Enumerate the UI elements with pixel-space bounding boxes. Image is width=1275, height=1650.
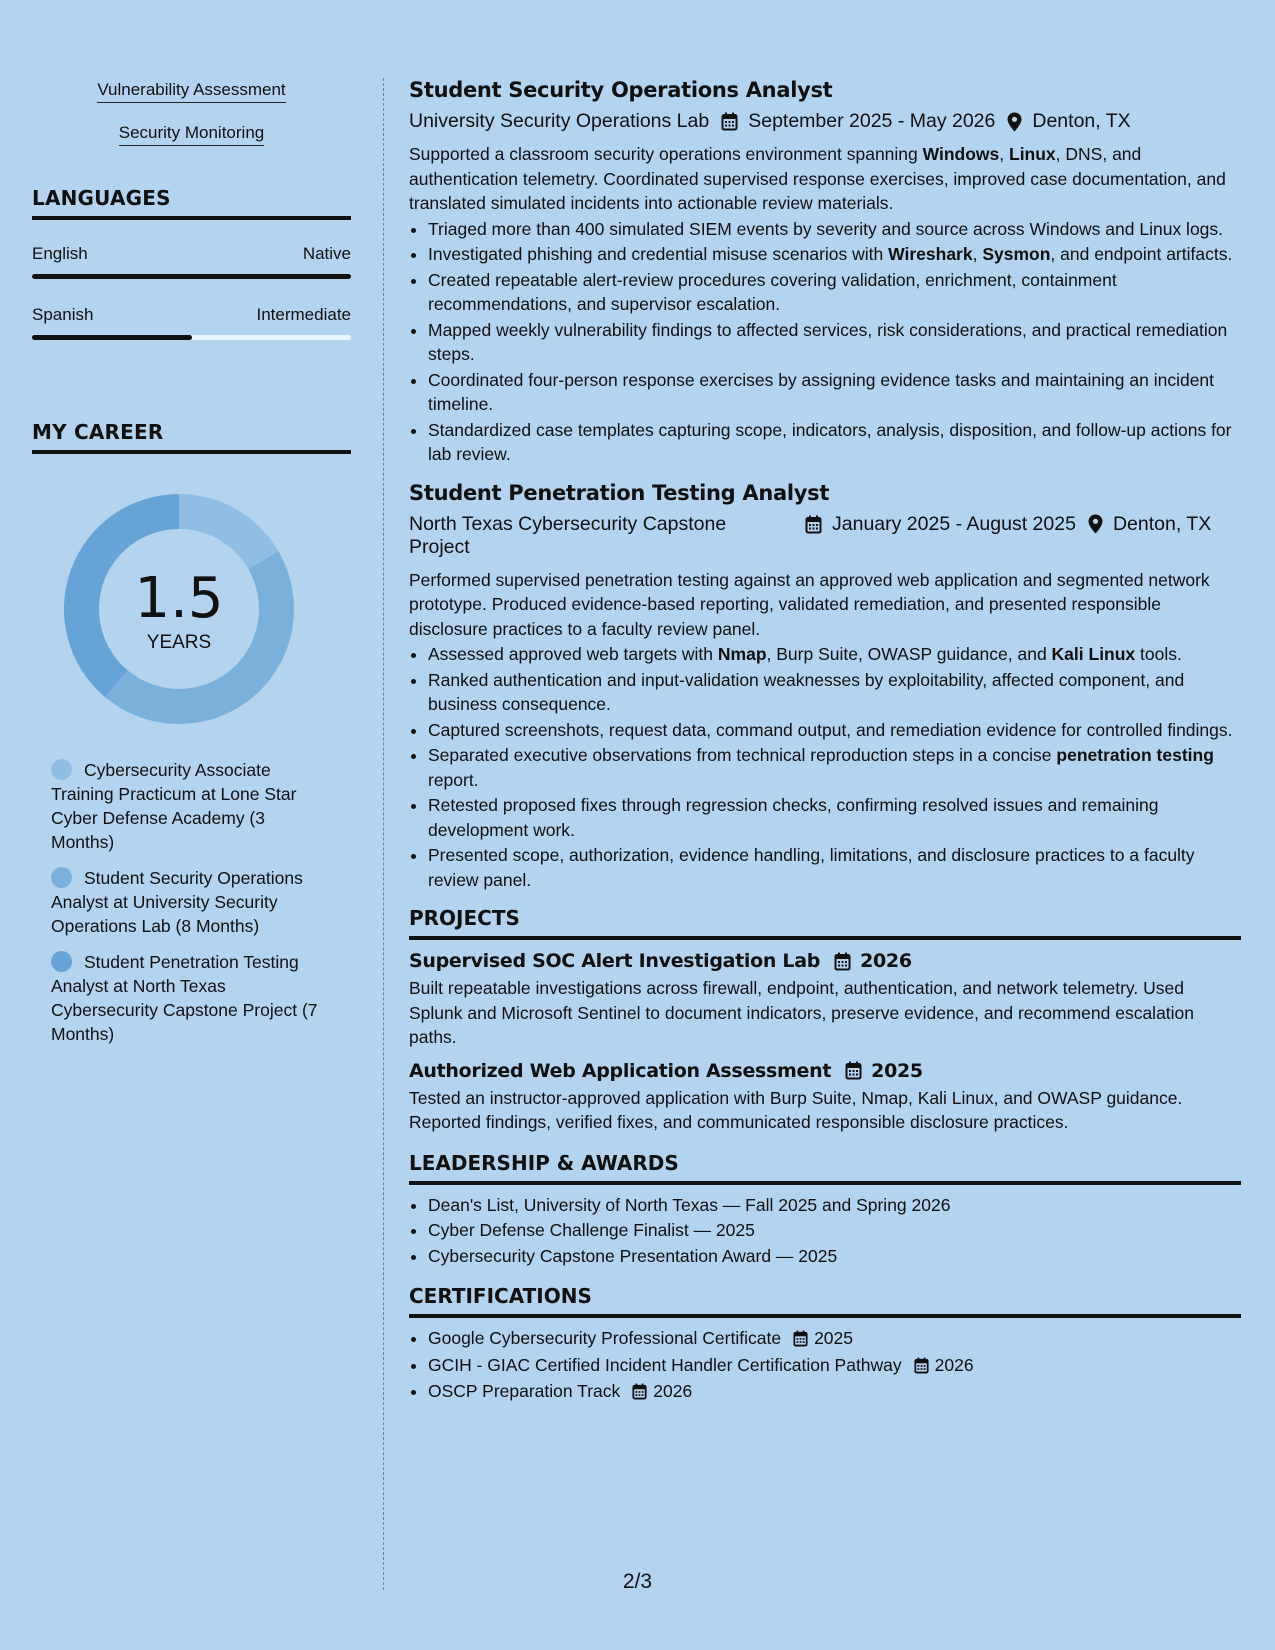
job-dates: January 2025 - August 2025 [832,512,1076,535]
skill-tag: Vulnerability Assessment [97,80,285,103]
career-donut-chart [64,494,294,724]
bullet-item: • Assessed approved web targets with Nmap, Burp Suite, OWASP guidance, and Kali Linux tools. [428,642,1241,667]
career-entry-text: Cybersecurity Associate Training Practicum at Lone Star Cyber Defense Academy (3 Months) [51,760,297,852]
job-title: Student Penetration Testing Analyst [409,480,830,505]
certification-item [428,1379,1241,1404]
job-summary: Supported a classroom security operations environment spanning Windows, Linux, DNS, and authentication telemetry. Coordinated supervised response exercises, improved case documentation, and translated simulated incidents into actionable review materials. [409,144,1226,213]
project-name: Supervised SOC Alert Investigation Lab [409,950,821,972]
job-organization: University Security Operations Lab [409,110,710,132]
career-total-years: 1.5 [134,566,224,631]
certification-name: Google Cybersecurity Professional Certificate [428,1328,782,1348]
page-number: 2/3 [622,1570,653,1593]
certification-year: 2025 [814,1328,854,1348]
awards-section [409,1151,1241,1269]
certifications-section [409,1284,1241,1404]
calendar-icon [834,952,851,971]
language-proficiency-bar [32,274,351,279]
job-entry [409,78,1241,467]
job-bullets [409,217,1241,467]
project-year: 2026 [860,950,912,972]
bullet-item: • Retested proposed fixes through regression checks, confirming resolved issues and remaining development work. [428,793,1241,842]
calendar-icon [845,1061,862,1080]
job-summary: Performed supervised penetration testing against an approved web application and segmented network prototype. Produced evidence-based reporting, validated remediation, and presented responsible disclosure practices to a faculty review panel. [409,569,1210,639]
languages-heading: LANGUAGES [32,186,351,220]
legend-dot [51,759,72,780]
project-item [409,1060,1241,1135]
bullet-item: • Separated executive observations from technical reproduction steps in a concise penetration testing report. [428,743,1241,792]
project-year: 2025 [871,1059,923,1082]
certification-item [428,1326,1241,1351]
certification-year: 2026 [653,1381,693,1401]
calendar-icon [805,515,822,534]
right-column [409,78,1241,1405]
language-proficiency-bar [32,335,351,340]
legend-dot [51,867,72,888]
certification-name: OSCP Preparation Track [428,1381,621,1401]
bullet-item: • Triaged more than 400 simulated SIEM events by severity and source across Windows and Linux logs. [428,217,1241,242]
certification-item [428,1353,1241,1378]
location-pin-icon [1007,112,1022,132]
bullet-item: • Presented scope, authorization, evidence handling, limitations, and disclosure practices to a faculty review panel. [428,843,1241,892]
language-english [32,244,351,279]
awards-heading: LEADERSHIP & AWARDS [409,1151,1241,1185]
job-meta [409,110,1241,133]
award-item: • Cyber Defense Challenge Finalist — 2025 [428,1218,1241,1243]
language-spanish [32,305,351,340]
skill-tag: Security Monitoring [119,123,265,146]
award-item: • Cybersecurity Capstone Presentation Award — 2025 [428,1244,1241,1269]
project-description: Built repeatable investigations across firewall, endpoint, authentication, and network telemetry. Used Splunk and Microsoft Sentinel to document indicators, preserve evidence, and recommend escalation paths. [409,978,1195,1047]
job-organization: North Texas Cybersecurity Capstone Project [409,512,727,558]
career-entry-text: Student Security Operations Analyst at University Security Operations Lab (8 Months) [51,868,303,936]
legend-dot [51,951,72,972]
location-pin-icon [1088,514,1103,534]
award-item: • Dean's List, University of North Texas — Fall 2025 and Spring 2026 [428,1193,1241,1218]
bullet-item: • Mapped weekly vulnerability findings to affected services, risk considerations, and practical remediation steps. [428,318,1241,367]
project-description: Tested an instructor-approved application with Burp Suite, Nmap, Kali Linux, and OWASP guidance. Reported findings, verified fixes, and communicated responsible disclosure practices. [409,1087,1183,1132]
bullet-item: • Captured screenshots, request data, command output, and remediation evidence for controlled findings. [428,718,1241,743]
career-entry-text: Student Penetration Testing Analyst at North Texas Cybersecurity Capstone Project (7 Months) [51,952,318,1044]
project-name: Authorized Web Application Assessment [409,1059,832,1082]
career-heading: MY CAREER [32,420,351,454]
job-location: Denton, TX [1112,512,1212,535]
job-entry [409,481,1241,893]
bullet-item: • Ranked authentication and input-validation weaknesses by exploitability, affected component, and business consequence. [428,668,1241,717]
job-title: Student Security Operations Analyst [409,78,833,102]
job-bullets [409,642,1241,892]
left-column [32,80,351,1058]
certification-name: GCIH - GIAC Certified Incident Handler Certification Pathway [428,1354,902,1375]
bullet-item: • Standardized case templates capturing scope, indicators, analysis, disposition, and follow-up actions for lab review. [428,418,1241,467]
calendar-icon [914,1357,929,1374]
calendar-icon [793,1330,808,1347]
project-item [409,950,1241,1050]
career-legend-item [51,866,326,938]
career-legend [51,758,326,1046]
job-location: Denton, TX [1032,110,1131,132]
job-dates: September 2025 - May 2026 [748,110,996,132]
job-meta [409,513,1241,559]
certifications-heading: CERTIFICATIONS [409,1284,1241,1318]
bullet-item: • Coordinated four-person response exercises by assigning evidence tasks and maintaining an incident timeline. [428,368,1241,417]
language-level: Intermediate [256,305,351,324]
projects-section [409,906,1241,1135]
certification-year: 2026 [934,1354,974,1375]
language-level: Native [302,244,351,263]
column-divider [383,78,384,1590]
bullet-item: • Investigated phishing and credential misuse scenarios with Wireshark, Sysmon, and endpoint artifacts. [428,242,1241,267]
calendar-icon [721,112,738,131]
donut-segment [179,494,279,569]
language-name: Spanish [32,305,94,324]
calendar-icon [632,1383,647,1400]
career-legend-item [51,950,326,1046]
projects-heading: PROJECTS [409,906,1241,940]
bullet-item: • Created repeatable alert-review procedures covering validation, enrichment, containment recommendations, and supervisor escalation. [428,268,1241,317]
career-legend-item [51,758,326,854]
language-name: English [32,244,88,263]
career-total-unit: YEARS [146,632,212,653]
